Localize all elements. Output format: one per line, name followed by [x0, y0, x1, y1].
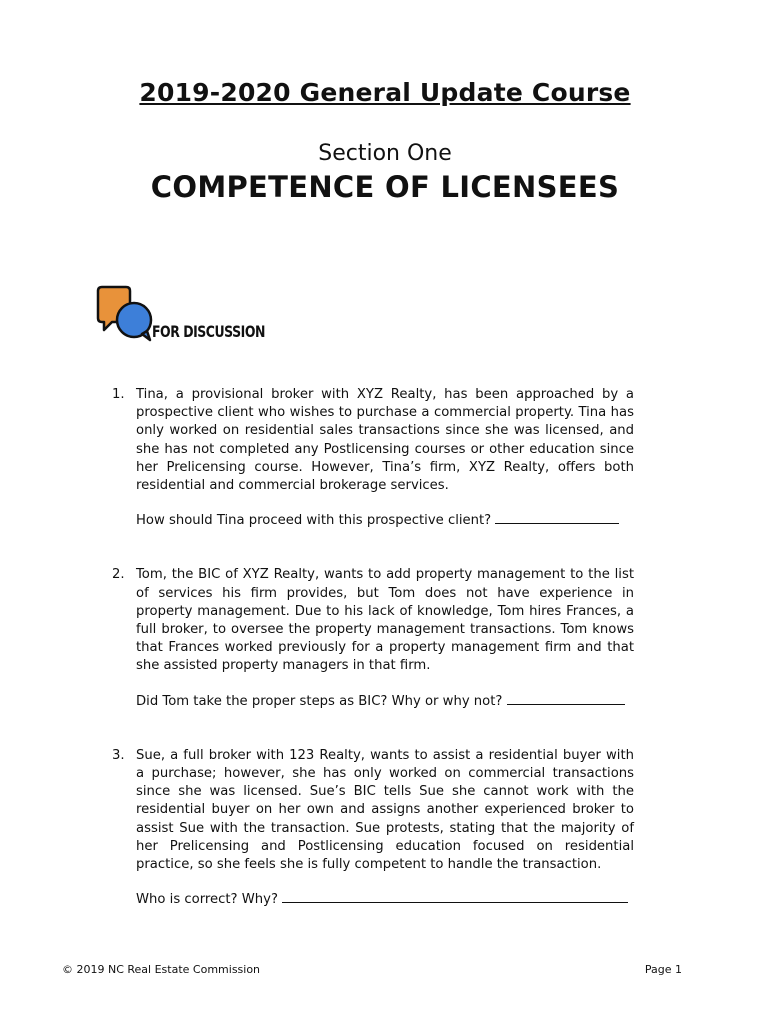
question-prompt — [136, 511, 634, 530]
course-title: 2019-2020 General Update Course — [139, 78, 631, 107]
prompt-text: Who is correct? Why? — [136, 892, 278, 908]
prompt-text: How should Tina proceed with this prospective client? — [136, 513, 492, 529]
question-text: Tom, the BIC of XYZ Realty, wants to add property management to the list of services his firm provides, but Tom does not have experience in property management. Due to his lack of knowledge, Tom hires Frances, a full broker, to oversee the property management transactions. Tom knows that Frances worked previously for a property management firm and that she assisted property managers in that firm. — [136, 567, 634, 674]
question-prompt — [136, 890, 634, 909]
for-discussion-label: FOR DISCUSSION — [152, 322, 265, 341]
answer-blank — [507, 692, 625, 705]
question-3 — [112, 747, 634, 910]
question-number: 1. — [112, 387, 125, 402]
title-block — [0, 78, 770, 204]
answer-blank — [495, 511, 619, 524]
section-label: Section One — [318, 141, 452, 166]
question-2 — [112, 566, 634, 710]
question-text: Sue, a full broker with 123 Realty, wants to assist a residential buyer with a purchase; however, she has only worked on commercial transactions since she was licensed. Sue’s BIC tells Sue she cannot work with the residential buyer on her own and assigns another experienced broker to assist Sue with the transaction. Sue protests, stating that the majority of her Prelicensing and Postlicensing education focused on residential practice, so she feels she is fully competent to handle the transaction. — [136, 747, 634, 873]
for-discussion-banner — [96, 284, 276, 348]
answer-blank — [282, 890, 628, 903]
section-title: COMPETENCE OF LICENSEES — [150, 170, 620, 204]
prompt-text: Did Tom take the proper steps as BIC? Why or why not? — [136, 693, 503, 709]
question-1 — [112, 386, 634, 530]
question-number: 3. — [112, 747, 125, 763]
question-number: 2. — [112, 567, 125, 583]
page-number: Page 1 — [644, 963, 682, 976]
question-prompt — [136, 692, 634, 711]
copyright: © 2019 NC Real Estate Commission — [62, 963, 261, 976]
question-text: Tina, a provisional broker with XYZ Realty, has been approached by a prospective client who wishes to purchase a commercial property. Tina has only worked on residential sales transactions since she was licensed, and she has not completed any Postlicensing courses or other education since her Prelicensing course. However, Tina’s firm, XYZ Realty, offers both residential and commercial brokerage services. — [136, 387, 634, 494]
question-list — [112, 386, 634, 909]
speech-bubbles-icon — [96, 284, 158, 346]
